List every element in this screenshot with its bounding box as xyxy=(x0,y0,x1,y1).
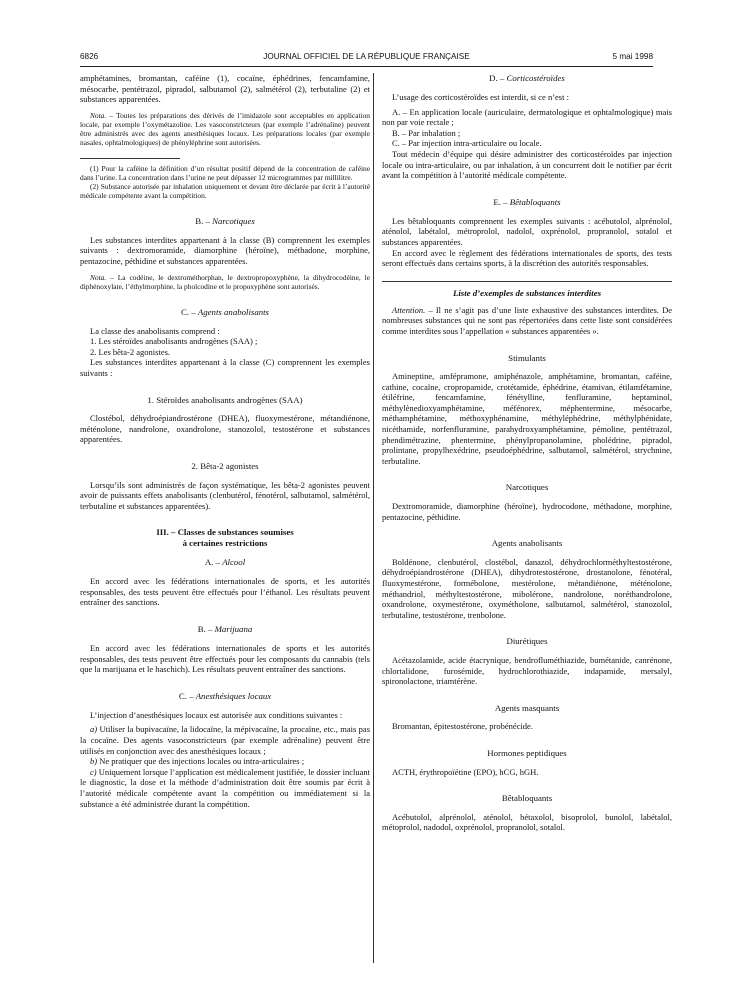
condition-b-text: Ne pratiquer que des injections locales ou intra-articulaires ; xyxy=(97,756,305,767)
condition-b-label: b) xyxy=(90,756,98,767)
stimulants-list: Amineptine, amfépramone, amiphénazole, amphétamine, bromantan, caféine, cathine, cocaïne, cropropamide, crotétamide, éphédrine, étamivan, étilamfétamine, étiléfrine, fencamfamine, fénétylline, fenfluramine, heptaminol, méthylènedioxyamphétamine, méfénorex, méphentermine, mésocarbe, méthamphétamine, méthoxyphénamine, méthyléphédrine, méthylphénidate, nicéthamide, norfenfluramine, parahydroxyamphétamine, pémoline, pentétrazol, phendimétrazine, phentermine, phénylpropanolamine, pholédrine, pipradol, prolintane, propylhexédrine, pseudoéphédrine, salbutamol, salmétérol, strychnine, terbutaline. xyxy=(382,371,672,466)
section-e-prefix: E. – xyxy=(493,196,510,207)
condition-a-text: Utiliser la bupivacaïne, la lidocaïne, la mépivacaïne, la procaïne, etc., mais pas la cocaïne. Des agents vasoconstricteurs (par exemple adrénaline) peuvent être utilisés en conjonction avec des anesthésiques locaux ; xyxy=(80,724,370,756)
section-e-text2: En accord avec le règlement des fédérations internationales de sports, des tests seront effectués dans certains sports, à la discrétion des autorités responsables. xyxy=(382,247,672,269)
stimulants-title: Stimulants xyxy=(508,352,546,363)
nota-text: – Toutes les préparations des dérivés de l’imidazole sont acceptables en application locale, par exemple l’oxymétazoline. Les vasoconstricteurs (par exemple l’adrénaline) peuvent être administrés avec des agents anesthésiques locaux. Les préparations locales (par exemple nasales, ophtalmologiques) de phényléphrine sont autorisées. xyxy=(80,110,370,147)
left-column xyxy=(80,73,370,809)
attention-label: Attention. xyxy=(392,304,426,315)
section-a-prefix: A. – xyxy=(204,557,223,568)
right-column xyxy=(382,73,672,833)
condition-c-text: Uniquement lorsque l’application est médicalement justifiée, le dossier incluant le diagnostic, la dose et la méthode d’administration doit être soumis par écrit à l’autorité médicale compétente avant la compétition ou immédiatement si la substance a été administrée durant la compétition. xyxy=(80,766,370,809)
narcotics-list: Dextromoramide, diamorphine (héroïne), hydrocodone, méthadone, morphine, pentazocine, péthidine. xyxy=(382,501,672,522)
condition-a xyxy=(80,724,370,756)
betablockers-title: Bêtabloquants xyxy=(501,793,553,804)
section-c-title: Agents anabolisants xyxy=(197,306,269,317)
journal-title: JOURNAL OFFICIEL DE LA RÉPUBLIQUE FRANÇAISE xyxy=(263,52,470,61)
section-b-title: Narcotiques xyxy=(212,215,255,226)
section-c-line3: 2. Les bêta-2 agonistes. xyxy=(90,346,171,357)
section-e-title: Bêtabloquants xyxy=(509,196,561,207)
section-a-title: Alcool xyxy=(222,557,246,568)
subsection-2-text: Lorsqu’ils sont administrés de façon systématique, les bêta-2 agonistes peuvent avoir de puissants effets anabolisants (clenbutérol, fénotérol, salbutamol, salmétérol, terbutaline et substances apparentées). xyxy=(80,479,370,511)
anabolic-list: Boldénone, clenbutérol, clostébol, danazol, déhydrochlorméthyltestostérone, déhydroépiandrostérone (DHEA), dihydrotestostérone, drostanolone, fénotéral, fluoxymestérone, formébolone, mestérolone, métandiénone, méténolone, méthandriol, méthyltestostérone, mibolérone, nandrolone, noréthandrolone, oxandrolone, oxymestérone, oxymétholone, salbutamol, salmétérol, stanozolol, terbutaline, testostérone, trenbolone. xyxy=(382,556,672,620)
section-c-line1: La classe des anabolisants comprend : xyxy=(90,325,220,336)
footnote-2: (2) Substance autorisée par inhalation uniquement et devant être déclarée par écrit à l’autorité médicale compétente avant la compétition. xyxy=(80,181,370,200)
condition-a-label: a) xyxy=(90,724,98,735)
nota-codeine xyxy=(80,273,370,291)
section-d-title: Corticostéroïdes xyxy=(506,73,565,83)
betablockers-list: Acébutolol, alprénolol, aténolol, bétaxolol, bisoprolol, bunolol, labétalol, métoprolol, nadodol, oxprénolol, propranolol, sotalol. xyxy=(382,811,672,833)
condition-c xyxy=(80,767,370,809)
section-c-prefix: C. – xyxy=(181,306,198,317)
issue-date: 5 mai 1998 xyxy=(612,52,653,61)
section-d-prefix: D. – xyxy=(489,73,507,83)
condition-c-label: c) xyxy=(90,766,97,777)
section-b-text: Les substances interdites appartenant à la classe (B) comprennent les exemples suivants : dextromoramide, diamorphine (héroïne), méthadone, morphine, pentazocine, péthidine et substances apparentées. xyxy=(80,234,370,266)
section-c2-prefix: C. – xyxy=(178,690,196,701)
nota-label: Nota. xyxy=(90,110,107,120)
section-d-item-a: A. – En application locale (auriculaire, dermatologique et ophtalmologique) mais non par voie rectale ; xyxy=(382,106,672,128)
footnote-rule xyxy=(80,158,180,159)
masking-agents-title: Agents masquants xyxy=(494,702,560,713)
diuretics-title: Diurétiques xyxy=(506,636,548,647)
masking-agents-list: Bromantan, épitestostérone, probénécide. xyxy=(392,721,533,732)
peptide-hormones-list: ACTH, érythropoïétine (EPO), hCG, hGH. xyxy=(392,766,539,777)
section-d-item-b: B. – Par inhalation ; xyxy=(392,127,461,138)
section-3-heading-line2: à certaines restrictions xyxy=(182,538,268,549)
section-d-item-c: C. – Par injection intra-articulaire ou locale. xyxy=(392,138,542,149)
subsection-2-title: 2. Bêta-2 agonistes xyxy=(191,460,259,471)
section-d-text: Tout médecin d’équipe qui désire administrer des corticostéroïdes par injection locale ou intra-articulaire, ou par inhalation, à un concurrent doit le notifier par écrit avant la compétition à l’autorité médicale compétente. xyxy=(382,148,672,181)
list-title: Liste d’exemples de substances interdites xyxy=(452,287,602,298)
section-c2-heading xyxy=(80,691,370,702)
condition-b xyxy=(80,756,370,767)
section-c-heading xyxy=(80,307,370,318)
column-divider xyxy=(373,73,374,963)
section-d-heading xyxy=(382,73,672,84)
nota-label: Nota. xyxy=(90,272,107,282)
subsection-1-text: Clostébol, déhydroépiandrostérone (DHEA), fluoxymestérone, métandiénone, méténolone, nandrolone, oxandrolone, stanozolol, testostérone et substances apparentées. xyxy=(80,413,370,445)
diuretics-list: Acétazolamide, acide étacrynique, bendrofluméthiazide, bumétanide, canrénone, chlortalidone, furosémide, hydrochlorothiazide, indapamide, mersalyl, spironolactone, triamtérène. xyxy=(382,654,672,687)
section-b2-heading xyxy=(80,624,370,635)
section-e-heading xyxy=(382,197,672,208)
nota-text: – La codéine, le dextrométhorphan, le dextropropoxyphène, la dihydrocodéine, le diphénoxylate, l’éthylmorphine, la pholcodine et le propoxyphène sont autorisés. xyxy=(80,272,370,291)
section-e-text1: Les bêtabloquants comprennent les exemples suivants : acébutolol, alprénolol, aténolol, labétalol, métroprolol, nadolol, oxprénolol, propranolol, sotalol et substances apparentées. xyxy=(382,215,672,247)
subsection-1-title: 1. Stéroïdes anabolisants androgènes (SAA) xyxy=(147,394,303,405)
header-rule xyxy=(80,66,653,67)
section-a-heading xyxy=(80,557,370,568)
narcotics-title: Narcotiques xyxy=(505,482,549,493)
section-b2-prefix: B. – xyxy=(197,624,215,635)
section-b2-title: Marijuana xyxy=(214,624,253,635)
section-3-heading-line1: III. – Classes de substances soumises xyxy=(156,527,294,538)
anabolic-title: Agents anabolisants xyxy=(491,538,563,549)
footnote-1: (1) Pour la caféine la définition d’un résultat positif dépend de la concentration de caféine dans l’urine. La concentration dans l’urine ne peut dépasser 12 microgrammes par millilitre. xyxy=(80,163,370,182)
section-a-text: En accord avec les fédérations internationales de sports, et les autorités responsables, des tests peuvent être effectués pour l’éthanol. Les résultats peuvent entraîner des sanctions. xyxy=(80,576,370,608)
section-c-line2: 1. Les stéroïdes anabolisants androgènes (SAA) ; xyxy=(90,336,258,347)
section-c2-intro: L’injection d’anesthésiques locaux est autorisée aux conditions suivantes : xyxy=(90,709,343,720)
page-number: 6826 xyxy=(80,52,99,61)
nota-imidazole xyxy=(80,111,370,147)
attention-note xyxy=(382,305,672,337)
peptide-hormones-title: Hormones peptidiques xyxy=(487,747,567,758)
section-b-prefix: B. – xyxy=(195,215,213,226)
section-c2-title: Anesthésiques locaux xyxy=(195,690,272,701)
attention-text: – Il ne s’agit pas d’une liste exhaustive des substances interdites. De nombreuses substances qui ne sont pas répertoriées dans cette liste sont considérées comme interdites sous l’appellation « substances apparentées ». xyxy=(382,304,672,336)
intro-paragraph: amphétamines, bromantan, caféine (1), cocaïne, éphédrines, fencamfamine, mésocarbe, pentétrazol, pipradol, salbutamol (2), salmétérol (2), terbutaline (2) et substances apparentées. xyxy=(80,73,370,105)
section-c-line4: Les substances interdites appartenant à la classe (C) comprennent les exemples suivants : xyxy=(80,357,370,378)
section-d-intro: L’usage des corticostéroïdes est interdit, si ce n’est : xyxy=(392,92,569,102)
section-b2-text: En accord avec les fédérations internationales de sports et les autorités responsables, des tests peuvent être effectués pour les composants du cannabis (tels que la marijuana et le haschich). Les résultats peuvent entraîner des sanctions. xyxy=(80,643,370,675)
section-b-heading xyxy=(80,216,370,227)
